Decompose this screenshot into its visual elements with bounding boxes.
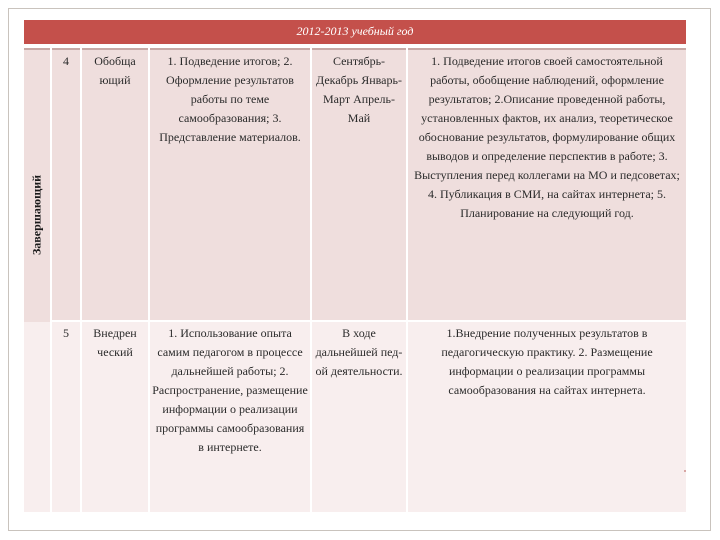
table-row-stage: Внедрен ческий xyxy=(82,322,148,512)
stage-label: Завершающий xyxy=(29,174,44,256)
grid-line xyxy=(50,320,686,322)
header-divider xyxy=(24,44,686,48)
table-row-dates: В ходе дальнейшей пед-ой деятельности. xyxy=(312,322,406,512)
stage-column xyxy=(24,50,50,330)
table-row-stage: Обобща ющий xyxy=(82,50,148,320)
grid-line xyxy=(50,48,52,512)
table-row-number: 5 xyxy=(52,322,80,512)
table-row-results: 1. Подведение итогов своей самостоятельной работы, обобщение наблюдений, оформление результатов; 2.Описание проведенной работы, установленных фактов, их анализ, теоретическое обоснование результатов, формулирование общих выводов и определение перспектив в работе; 3. Выступления перед коллегами на МО и педсоветах; 4. Публикация в СМИ, на сайтах интернета; 5. Планирование на следующий год. xyxy=(408,50,686,320)
grid-line xyxy=(80,48,82,512)
table-row-dates: Сентябрь-Декабрь Январь-Март Апрель-Май xyxy=(312,50,406,320)
table-row-content: 1. Использование опыта самим педагогом в процессе дальнейшей работы; 2. Распространение, размещение информации о реализации программы самообразования в интернете. xyxy=(150,322,310,512)
grid-line xyxy=(310,48,312,512)
year-title: 2012-2013 учебный год xyxy=(296,24,414,38)
grid-line xyxy=(148,48,150,512)
table-row-results: 1.Внедрение полученных результатов в педагогическую практику. 2. Размещение информации о реализации программы самообразования на сайтах интернета. xyxy=(408,322,686,512)
table-row-content: 1. Подведение итогов; 2. Оформление результатов работы по теме самообразования; 3. Представление материалов. xyxy=(150,50,310,320)
decorative-dot xyxy=(684,470,686,472)
stage-column-lower xyxy=(24,322,50,512)
plan-table xyxy=(24,20,686,512)
table-row-number: 4 xyxy=(52,50,80,320)
grid-line xyxy=(406,48,408,512)
